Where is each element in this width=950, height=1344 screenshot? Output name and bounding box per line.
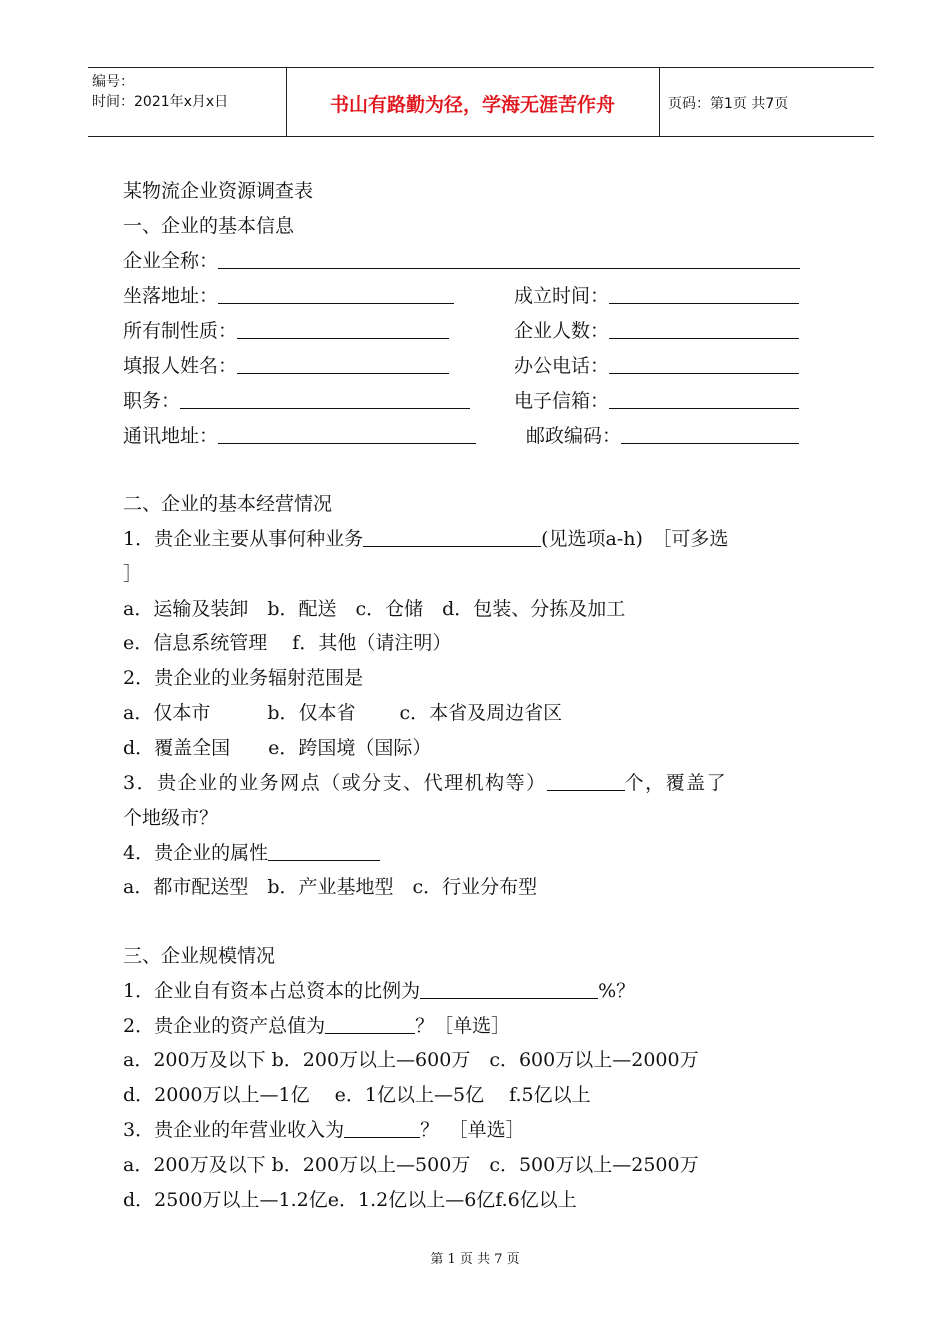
address-field[interactable] bbox=[218, 285, 454, 304]
section1-heading: 一、企业的基本信息 bbox=[123, 215, 295, 237]
position-row bbox=[123, 390, 470, 412]
s2-q4-field[interactable] bbox=[268, 842, 380, 861]
header-divider bbox=[659, 68, 660, 136]
s3-q1-field[interactable] bbox=[420, 980, 598, 999]
page-info: 页码：第1页 共7页 bbox=[668, 96, 789, 112]
s2-q3 bbox=[123, 772, 727, 794]
s2-q1 bbox=[123, 528, 728, 550]
phone-field[interactable] bbox=[609, 355, 799, 374]
postcode-label: 邮政编码： bbox=[526, 425, 622, 447]
email-label: 电子信箱： bbox=[514, 390, 610, 412]
position-label: 职务： bbox=[123, 390, 181, 412]
staff-label: 企业人数： bbox=[514, 320, 610, 342]
postcode-row bbox=[526, 425, 799, 447]
full-name-row bbox=[123, 250, 800, 272]
postcode-field[interactable] bbox=[621, 425, 799, 444]
motto: 书山有路勤为径，学海无涯苦作舟 bbox=[329, 94, 615, 116]
full-name-field[interactable] bbox=[218, 250, 800, 269]
full-name-label: 企业全称： bbox=[123, 250, 219, 272]
address-label: 坐落地址： bbox=[123, 285, 219, 307]
s2-q1-text: 1．贵企业主要从事何种业务 bbox=[123, 528, 364, 550]
staff-field[interactable] bbox=[609, 320, 799, 339]
mail-address-label: 通讯地址： bbox=[123, 425, 219, 447]
s3-q2-options-2: d．2000万以上—1亿 e．1亿以上—5亿 f.5亿以上 bbox=[123, 1084, 591, 1106]
ownership-row bbox=[123, 320, 449, 342]
position-field[interactable] bbox=[180, 390, 470, 409]
s2-q1-suffix: (见选项a-h) ［可多选 bbox=[541, 528, 729, 550]
phone-label: 办公电话： bbox=[514, 355, 610, 377]
reporter-field[interactable] bbox=[237, 355, 449, 374]
ownership-field[interactable] bbox=[237, 320, 449, 339]
s3-q2 bbox=[123, 1015, 510, 1037]
s3-q2-options-1: a．200万及以下 b．200万以上—600万 c．600万以上—2000万 bbox=[123, 1049, 699, 1071]
s2-q3-cont: 个地级市？ bbox=[123, 807, 219, 829]
s3-q1-suffix: %？ bbox=[598, 980, 636, 1002]
time-label: 时间：2021年x月x日 bbox=[92, 94, 229, 110]
phone-row bbox=[514, 355, 799, 377]
page-footer: 第 1 页 共 7 页 bbox=[430, 1252, 520, 1267]
s3-q3-options-2: d．2500万以上—1.2亿e．1.2亿以上—6亿f.6亿以上 bbox=[123, 1189, 577, 1211]
s2-q3-suffix: 个，覆盖了 bbox=[624, 772, 728, 794]
s3-q1 bbox=[123, 980, 635, 1002]
s2-q2: 2．贵企业的业务辐射范围是 bbox=[123, 667, 364, 689]
s2-q4 bbox=[123, 842, 380, 864]
s2-q3-field[interactable] bbox=[547, 772, 625, 791]
reporter-row bbox=[123, 355, 449, 377]
s2-q1-close: ］ bbox=[123, 563, 143, 585]
s2-q2-options-2: d．覆盖全国 e．跨国境（国际） bbox=[123, 737, 432, 759]
s2-q1-options-2: e．信息系统管理 f．其他（请注明） bbox=[123, 632, 452, 654]
ownership-label: 所有制性质： bbox=[123, 320, 238, 342]
s2-q3-text: 3．贵企业的业务网点（或分支、代理机构等） bbox=[123, 772, 547, 794]
s2-q1-options-1: a．运输及装卸 b．配送 c．仓储 d．包装、分拣及加工 bbox=[123, 598, 626, 620]
s3-q1-text: 1．企业自有资本占总资本的比例为 bbox=[123, 980, 421, 1002]
reporter-label: 填报人姓名： bbox=[123, 355, 238, 377]
s3-q3-options-1: a．200万及以下 b．200万以上—500万 c．500万以上—2500万 bbox=[123, 1154, 699, 1176]
s3-q3 bbox=[123, 1119, 525, 1141]
section2-heading: 二、企业的基本经营情况 bbox=[123, 493, 333, 515]
founded-row bbox=[514, 285, 799, 307]
s3-q2-field[interactable] bbox=[325, 1015, 415, 1034]
address-row bbox=[123, 285, 454, 307]
s3-q3-suffix: ？ ［单选］ bbox=[420, 1119, 525, 1141]
document-title: 某物流企业资源调查表 bbox=[123, 180, 314, 202]
number-label: 编号： bbox=[92, 74, 134, 90]
mail-address-row bbox=[123, 425, 476, 447]
mail-address-field[interactable] bbox=[218, 425, 476, 444]
founded-field[interactable] bbox=[609, 285, 799, 304]
s2-q2-options-1: a．仅本市 b．仅本省 c．本省及周边省区 bbox=[123, 702, 563, 724]
s2-q4-text: 4．贵企业的属性 bbox=[123, 842, 269, 864]
s3-q2-suffix: ？［单选］ bbox=[415, 1015, 511, 1037]
s2-q1-field[interactable] bbox=[363, 528, 541, 547]
section3-heading: 三、企业规模情况 bbox=[123, 945, 276, 967]
header-meta bbox=[92, 72, 228, 112]
founded-label: 成立时间： bbox=[514, 285, 610, 307]
s3-q3-text: 3．贵企业的年营业收入为 bbox=[123, 1119, 345, 1141]
staff-row bbox=[514, 320, 799, 342]
page-header bbox=[88, 67, 874, 137]
s3-q3-field[interactable] bbox=[344, 1119, 420, 1138]
email-row bbox=[514, 390, 799, 412]
s2-q4-options: a．都市配送型 b．产业基地型 c．行业分布型 bbox=[123, 876, 538, 898]
s3-q2-text: 2．贵企业的资产总值为 bbox=[123, 1015, 326, 1037]
email-field[interactable] bbox=[609, 390, 799, 409]
